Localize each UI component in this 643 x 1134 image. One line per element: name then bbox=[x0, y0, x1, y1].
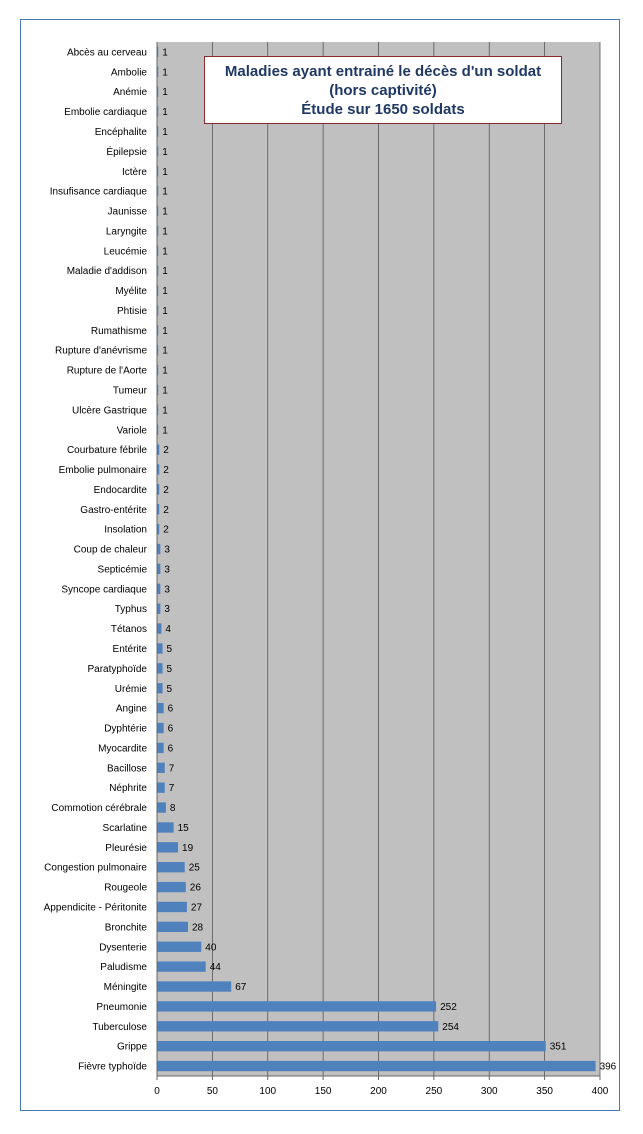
value-label: 2 bbox=[163, 504, 169, 516]
category-label: Coup de chaleur bbox=[73, 544, 147, 556]
value-label: 27 bbox=[190, 902, 203, 914]
value-label: 2 bbox=[163, 465, 169, 477]
x-tick-label: 400 bbox=[591, 1086, 609, 1097]
category-label: Appendicite - Péritonite bbox=[43, 902, 147, 914]
x-axis-ticks bbox=[154, 1076, 609, 1097]
category-label: Phtisie bbox=[116, 305, 147, 317]
value-label: 1 bbox=[162, 286, 168, 298]
category-label: Néphrite bbox=[109, 783, 147, 795]
category-label: Grippe bbox=[116, 1041, 147, 1053]
bar bbox=[157, 683, 163, 693]
value-label: 44 bbox=[209, 962, 221, 974]
category-label: Insufisance cardiaque bbox=[49, 186, 147, 198]
value-label: 8 bbox=[169, 803, 176, 815]
bar bbox=[157, 663, 163, 673]
value-label: 1 bbox=[162, 246, 168, 258]
value-label: 26 bbox=[189, 882, 201, 894]
category-label: Ambolie bbox=[110, 67, 147, 79]
value-label: 1 bbox=[162, 305, 168, 317]
bar bbox=[157, 1061, 596, 1071]
value-label: 396 bbox=[599, 1061, 617, 1073]
value-label: 1 bbox=[162, 87, 168, 99]
value-label: 5 bbox=[166, 663, 173, 675]
x-tick-label: 300 bbox=[480, 1086, 498, 1097]
category-label: Paludisme bbox=[100, 962, 147, 974]
category-label: Bronchite bbox=[104, 922, 147, 934]
value-label: 67 bbox=[235, 982, 247, 994]
bar bbox=[157, 1041, 546, 1051]
value-label: 1 bbox=[162, 405, 168, 417]
category-label: Urémie bbox=[114, 683, 147, 695]
category-labels bbox=[44, 47, 148, 1072]
value-label: 1 bbox=[162, 325, 168, 337]
bar bbox=[157, 922, 188, 932]
category-label: Rupture d'anévrisme bbox=[55, 345, 147, 357]
category-label: Angine bbox=[115, 703, 147, 715]
category-label: Septicémie bbox=[97, 564, 147, 576]
category-label: Dyphtérie bbox=[104, 723, 147, 735]
value-label: 1 bbox=[162, 206, 168, 218]
value-label: 15 bbox=[177, 822, 189, 834]
value-label: 3 bbox=[164, 564, 170, 576]
value-label: 1 bbox=[162, 67, 168, 79]
value-label: 252 bbox=[440, 1001, 457, 1013]
bar bbox=[157, 862, 185, 872]
value-label: 1 bbox=[162, 47, 168, 59]
value-label: 2 bbox=[163, 445, 169, 457]
value-label: 6 bbox=[167, 703, 174, 715]
bar bbox=[157, 882, 186, 892]
category-label: Encéphalite bbox=[94, 126, 147, 138]
value-label: 1 bbox=[162, 107, 168, 119]
category-label: Entérite bbox=[112, 643, 147, 655]
chart-title-line-1: Maladies ayant entrainé le décès d'un soldat bbox=[224, 62, 542, 80]
value-label: 1 bbox=[162, 385, 168, 397]
x-tick-label: 250 bbox=[425, 1086, 443, 1097]
bar bbox=[157, 763, 165, 773]
bar bbox=[157, 1001, 436, 1011]
category-label: Myélite bbox=[115, 286, 147, 298]
category-label: Jaunisse bbox=[107, 206, 147, 218]
category-label: Ictère bbox=[121, 166, 147, 178]
value-label: 4 bbox=[165, 624, 171, 636]
x-tick-label: 0 bbox=[154, 1086, 160, 1097]
category-label: Maladie d'addison bbox=[66, 266, 147, 278]
value-label: 1 bbox=[162, 126, 168, 138]
category-label: Courbature fébrile bbox=[66, 445, 147, 457]
chart-title-line-3: Étude sur 1650 soldats bbox=[301, 100, 465, 118]
bar bbox=[157, 643, 163, 653]
value-label: 3 bbox=[164, 544, 170, 556]
category-label: Typhus bbox=[114, 604, 147, 616]
category-label: Tumeur bbox=[112, 385, 147, 397]
value-label: 6 bbox=[167, 723, 174, 735]
bar bbox=[157, 723, 164, 733]
category-label: Méningite bbox=[103, 982, 147, 994]
category-label: Rupture de l'Aorte bbox=[66, 365, 147, 377]
value-label: 254 bbox=[442, 1021, 459, 1033]
bar bbox=[157, 783, 165, 793]
x-tick-label: 150 bbox=[314, 1086, 332, 1097]
value-label: 351 bbox=[549, 1041, 567, 1053]
value-label: 1 bbox=[162, 425, 168, 437]
category-label: Variole bbox=[116, 425, 147, 437]
bar bbox=[157, 981, 231, 991]
category-label: Ulcère Gastrique bbox=[71, 405, 147, 417]
bar bbox=[157, 822, 174, 832]
bar bbox=[157, 902, 187, 912]
value-label: 1 bbox=[162, 365, 168, 377]
category-label: Myocardite bbox=[98, 743, 147, 755]
x-tick-label: 100 bbox=[259, 1086, 277, 1097]
category-label: Rougeole bbox=[104, 882, 147, 894]
category-label: Embolie pulmonaire bbox=[58, 465, 147, 477]
bar bbox=[157, 703, 164, 713]
value-label: 7 bbox=[168, 783, 175, 795]
category-label: Dysenterie bbox=[99, 942, 147, 954]
category-label: Abcès au cerveau bbox=[66, 47, 147, 59]
category-label: Commotion cérébrale bbox=[51, 803, 147, 815]
category-label: Endocardite bbox=[93, 484, 147, 496]
category-label: Tétanos bbox=[110, 624, 147, 636]
bar bbox=[157, 942, 201, 952]
category-label: Bacillose bbox=[106, 763, 147, 775]
category-label: Syncope cardiaque bbox=[61, 584, 147, 596]
value-label: 25 bbox=[188, 862, 200, 874]
category-label: Fièvre typhoïde bbox=[78, 1061, 147, 1073]
value-label: 40 bbox=[205, 942, 217, 954]
category-label: Pleurésie bbox=[105, 842, 147, 854]
x-tick-label: 350 bbox=[536, 1086, 553, 1097]
value-label: 5 bbox=[166, 643, 173, 655]
category-label: Insolation bbox=[104, 524, 147, 536]
category-label: Tuberculose bbox=[92, 1021, 147, 1033]
value-label: 5 bbox=[166, 683, 173, 695]
value-label: 1 bbox=[162, 166, 168, 178]
value-label: 1 bbox=[162, 345, 168, 357]
category-label: Embolie cardiaque bbox=[64, 107, 147, 119]
value-label: 19 bbox=[182, 842, 194, 854]
value-label: 6 bbox=[167, 743, 174, 755]
category-label: Scarlatine bbox=[102, 822, 147, 834]
value-label: 1 bbox=[162, 186, 168, 198]
chart-title-box bbox=[204, 56, 562, 124]
bar bbox=[157, 623, 161, 633]
category-label: Laryngite bbox=[105, 226, 147, 238]
category-label: Anémie bbox=[113, 87, 147, 99]
value-label: 1 bbox=[162, 226, 168, 238]
value-label: 1 bbox=[162, 146, 168, 158]
value-label: 1 bbox=[162, 266, 168, 278]
x-tick-label: 50 bbox=[206, 1086, 218, 1097]
bar bbox=[157, 802, 166, 812]
category-label: Congestion pulmonaire bbox=[44, 862, 147, 874]
value-label: 2 bbox=[163, 524, 169, 536]
category-label: Pneumonie bbox=[96, 1001, 147, 1013]
category-label: Rumathisme bbox=[90, 325, 147, 337]
category-label: Épilepsie bbox=[106, 146, 147, 158]
bar bbox=[157, 842, 178, 852]
category-label: Gastro-entérite bbox=[80, 504, 147, 516]
chart-title-line-2: (hors captivité) bbox=[329, 81, 437, 99]
category-label: Paratyphoïde bbox=[87, 663, 147, 675]
bar bbox=[157, 743, 164, 753]
x-tick-label: 200 bbox=[370, 1086, 387, 1097]
value-label: 28 bbox=[192, 922, 204, 934]
value-label: 3 bbox=[164, 584, 170, 596]
value-label: 3 bbox=[164, 604, 170, 616]
bar bbox=[157, 961, 206, 971]
category-label: Leucémie bbox=[103, 246, 147, 258]
value-label: 7 bbox=[168, 763, 175, 775]
value-label: 2 bbox=[163, 484, 169, 496]
bar bbox=[157, 1021, 438, 1031]
